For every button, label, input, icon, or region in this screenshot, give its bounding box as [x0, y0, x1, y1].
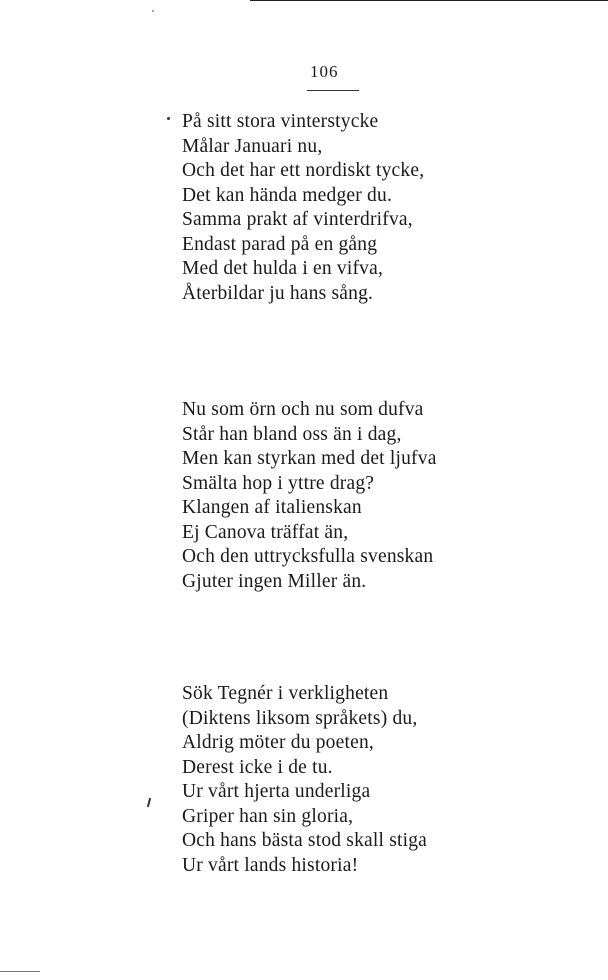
verse-line: Gjuter ingen Miller än. — [182, 570, 367, 592]
verse-line: Sök Tegnér i verkligheten — [182, 683, 389, 704]
speck-mark — [147, 798, 151, 807]
page-number: 106 — [310, 62, 339, 81]
verse-line: (Diktens liksom språkets) du, — [182, 707, 418, 729]
verse-line: Men kan styrkan med det ljufva — [182, 448, 437, 469]
page-number-underline — [307, 90, 359, 91]
verse-line: Återbildar ju hans sång. — [182, 282, 374, 304]
stanza-3 — [182, 682, 427, 878]
verse-line: Och hans bästa stod skall stiga — [182, 830, 428, 851]
top-rule — [250, 0, 608, 1]
verse-line: På sitt stora vinterstycke — [182, 111, 379, 132]
verse-line: Samma prakt af vinterdrifva, — [182, 209, 413, 230]
verse-line: Griper han sin gloria, — [182, 805, 354, 827]
verse-line: Det kan hända medger du. — [182, 184, 393, 206]
speck-mark — [152, 10, 154, 12]
verse-line: Endast parad på en gång — [182, 233, 378, 255]
verse-line: Med det hulda i en vifva, — [182, 258, 384, 279]
stanza-2 — [182, 398, 437, 594]
verse-line: Smälta hop i yttre drag? — [182, 472, 375, 494]
verse-line: Klangen af italienskan — [182, 497, 362, 518]
verse-line: Och den uttrycksfulla svenskan — [182, 546, 434, 567]
speck-mark — [167, 117, 170, 120]
verse-line: Ej Canova träffat än, — [182, 521, 349, 543]
verse-line: Nu som örn och nu som dufva — [182, 399, 424, 420]
verse-line: Derest icke i de tu. — [182, 756, 333, 778]
verse-line: Står han bland oss än i dag, — [182, 423, 402, 445]
verse-line: Aldrig möter du poeten, — [182, 732, 374, 753]
stanza-1 — [182, 110, 424, 306]
verse-line: Ur vårt lands historia! — [182, 854, 359, 876]
bottom-rule — [0, 971, 40, 972]
verse-line: Målar Januari nu, — [182, 135, 323, 157]
verse-line: Och det har ett nordiskt tycke, — [182, 160, 425, 181]
verse-line: Ur vårt hjerta underliga — [182, 781, 371, 802]
